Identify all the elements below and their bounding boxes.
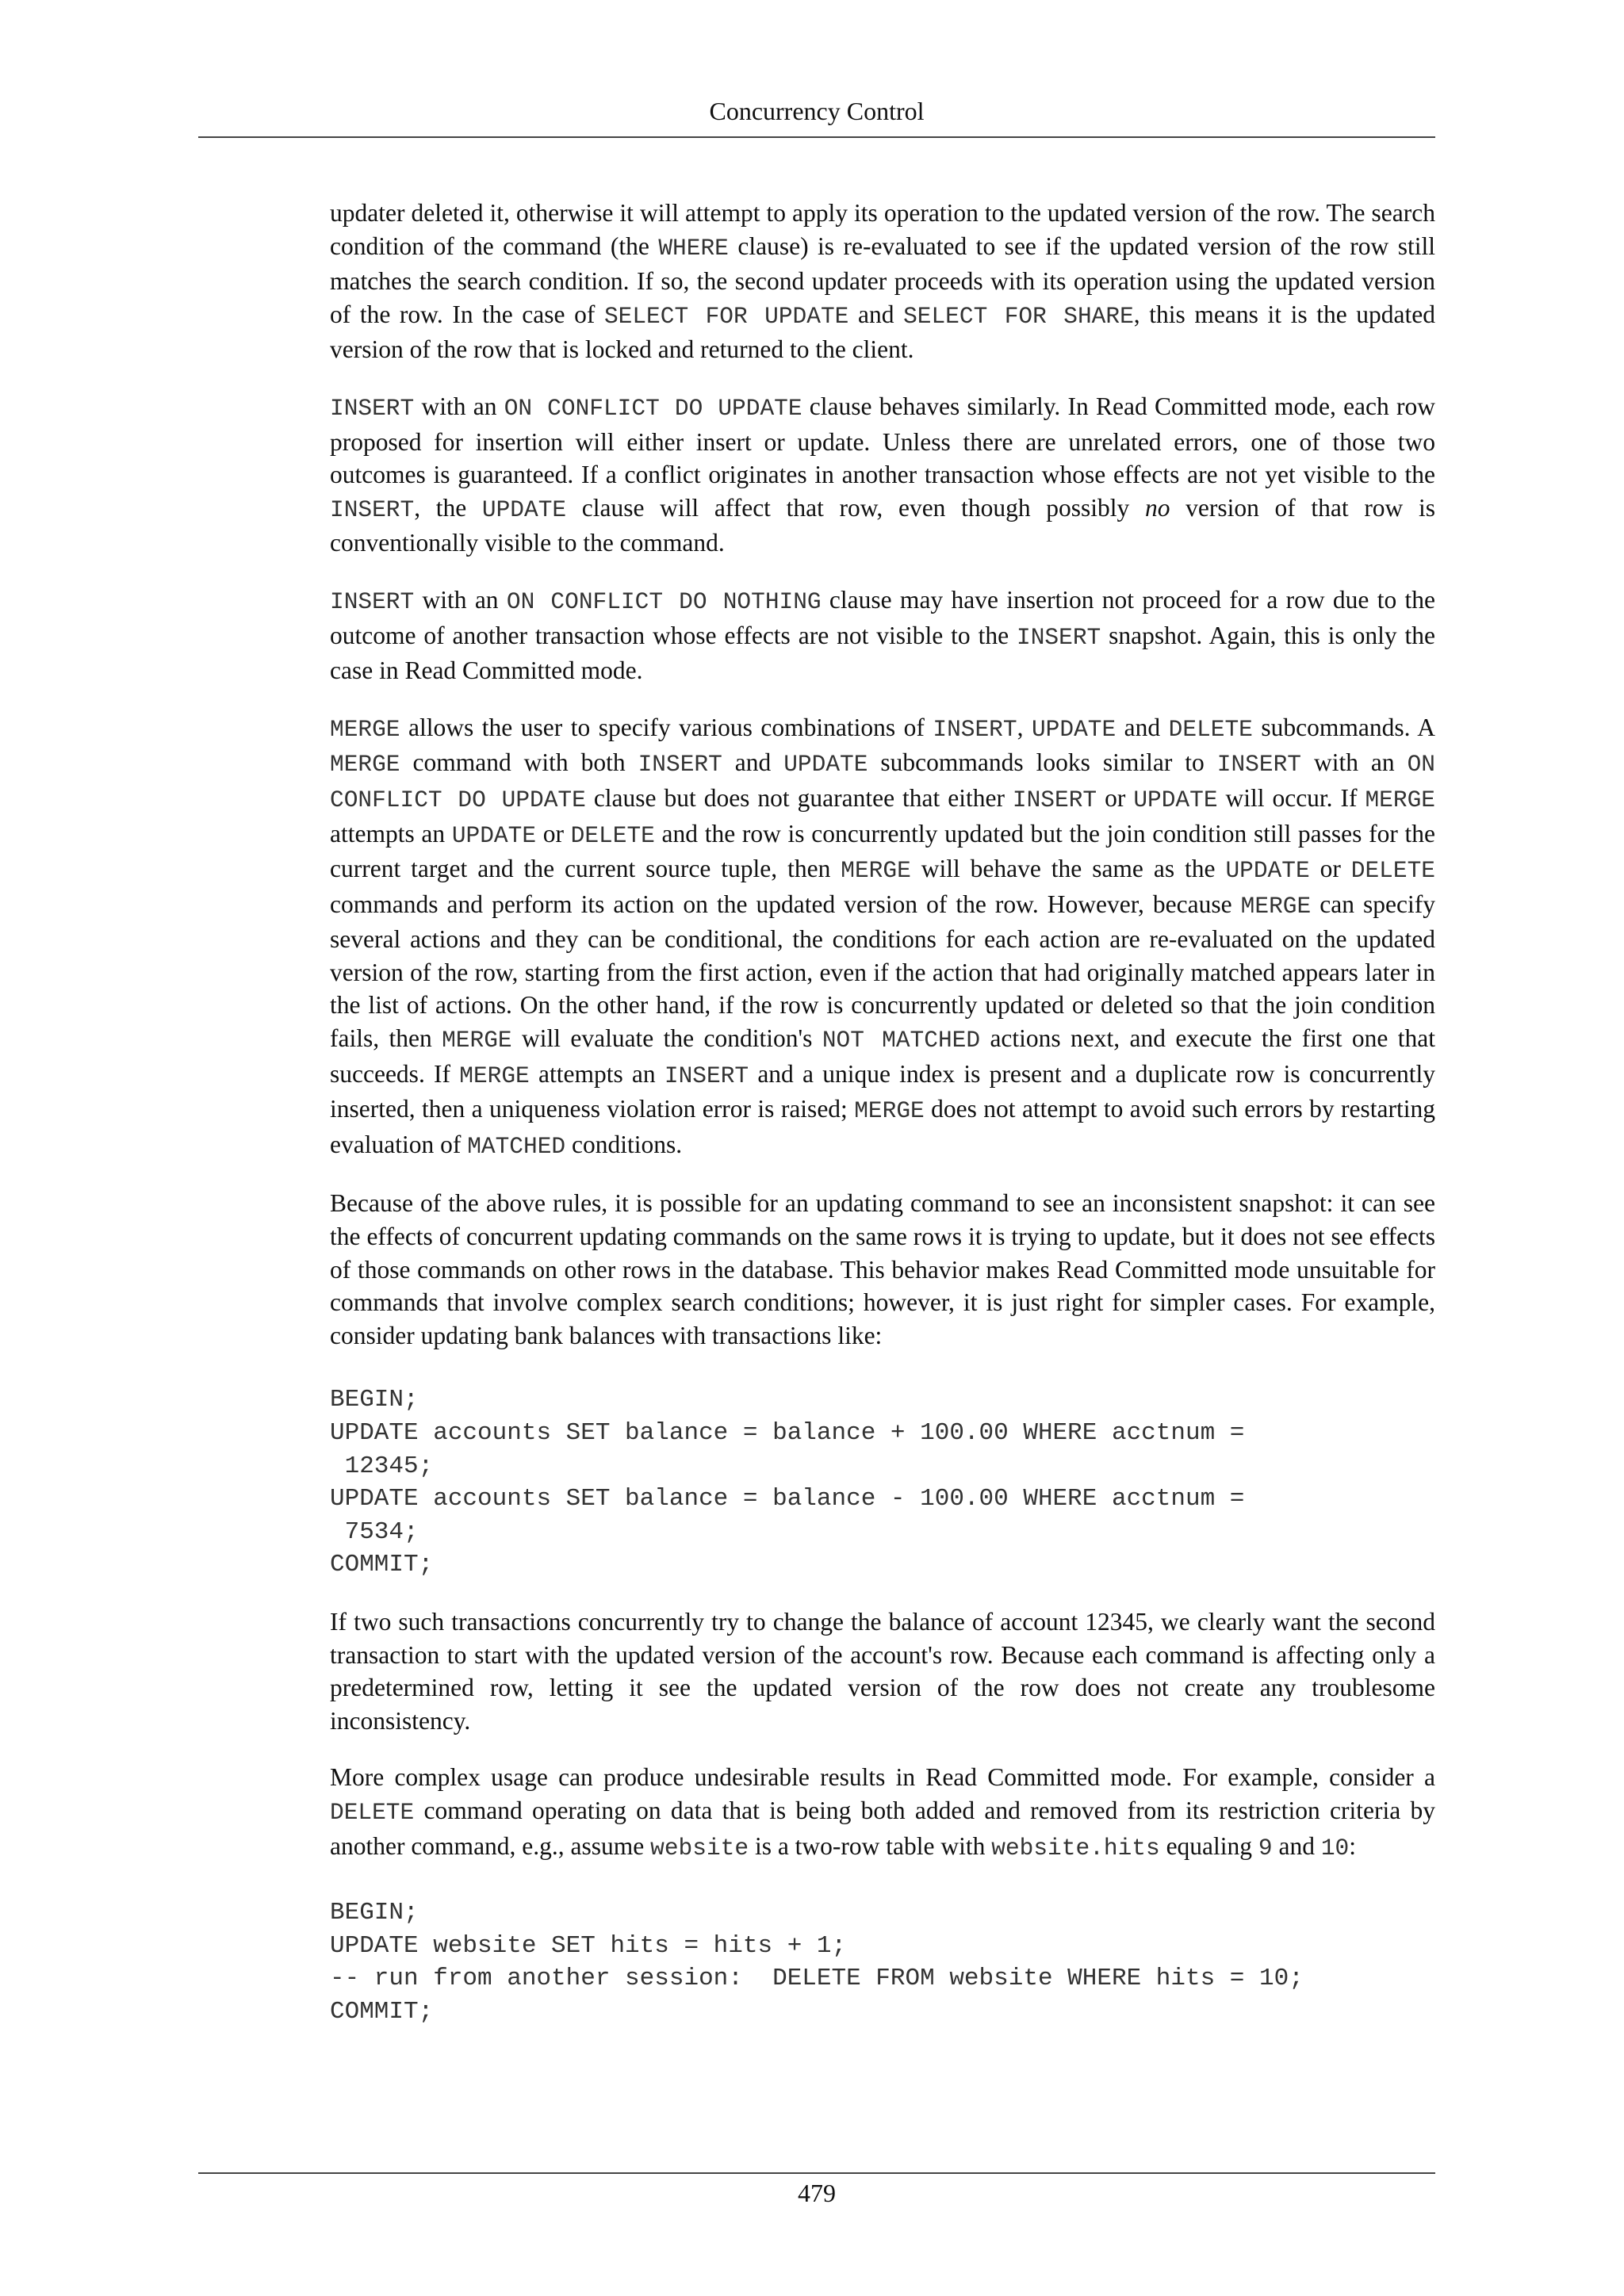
page-number: 479 — [798, 2179, 836, 2207]
text: or — [1097, 783, 1134, 812]
inline-code: MERGE — [330, 751, 400, 779]
inline-code: INSERT — [1216, 751, 1301, 779]
code-line: BEGIN; — [330, 1899, 419, 1927]
paragraph-complex-usage — [330, 1761, 1435, 1865]
text: commands and perform its action on the updated version of the row. However, because — [330, 890, 1241, 918]
inline-code: SELECT FOR SHARE — [903, 302, 1134, 330]
inline-code: UPDATE — [783, 751, 868, 779]
inline-code: MERGE — [841, 857, 911, 885]
text: can specify several actions and they can be conditional, the conditions for each action are re-evaluated on the updated version of the row, starting from the first action, even if the action that had originally matched appears later in the list of actions. On the other hand, if the row is concurrently updated or deleted so that the join condition fails, then — [330, 890, 1435, 1053]
text: with an — [414, 585, 507, 614]
inline-code: UPDATE — [1225, 857, 1310, 885]
inline-code: WHERE — [658, 234, 729, 262]
code-line: COMMIT; — [330, 1551, 434, 1579]
inline-code: 9 — [1258, 1834, 1273, 1862]
paragraph-two-transactions — [330, 1605, 1435, 1737]
text: Because of the above rules, it is possible for an updating command to see an inconsistent snapshot: it can see the effects of concurrent updating commands on the same rows it is trying to update, but it does not see effects of those commands on other rows in the database. This behavior makes Read Committed mode unsuitable for commands that involve complex search conditions; however, it is just right for simpler cases. For example, consider updating bank balances with transactions like: — [330, 1189, 1435, 1349]
inline-code: MERGE — [330, 715, 400, 743]
inline-code: MATCHED — [467, 1132, 566, 1160]
inline-code: ON CONFLICT DO UPDATE — [504, 394, 802, 422]
code-line: COMMIT; — [330, 1997, 434, 2026]
text: is a two-row table with — [749, 1831, 992, 1860]
text: will evaluate the condition's — [511, 1024, 822, 1053]
text: does not attempt to avoid such errors by restarting evaluation of — [330, 1095, 1435, 1158]
emphasis: no — [1144, 493, 1170, 522]
inline-code: DELETE — [1168, 715, 1253, 743]
code-example-website — [330, 1896, 1435, 2028]
text: command operating on data that is being both added and removed from its restriction criteria by another command, e.g., assume — [330, 1796, 1435, 1860]
text: clause but does not guarantee that either — [585, 783, 1013, 812]
inline-code: INSERT — [1017, 623, 1101, 651]
code-line: -- run from another session: DELETE FROM website WHERE hits = 10; — [330, 1965, 1304, 1993]
code-line: UPDATE accounts SET balance = balance + 100.00 WHERE acctnum = — [330, 1419, 1245, 1447]
inline-code: INSERT — [638, 751, 722, 779]
text: or — [536, 819, 571, 848]
inline-code: ON CONFLICT DO NOTHING — [506, 587, 822, 615]
text: , the — [414, 493, 482, 522]
text: or — [1309, 855, 1351, 883]
text: , this means it is the updated version of the row that is locked and returned to the client. — [330, 300, 1436, 364]
text: command with both — [400, 748, 638, 777]
text: version of that row is conventionally visible to the command. — [330, 493, 1435, 557]
text: clause behaves similarly. In Read Committed mode, each row proposed for insertion will either insert or update. Unless there are unrelated errors, one of those two outcomes is guaranteed. If a conflict originates in another transaction whose effects are not yet visible to the — [330, 392, 1435, 489]
inline-code: SELECT FOR UPDATE — [603, 302, 849, 330]
inline-code: DELETE — [570, 821, 655, 849]
text: and the row is concurrently updated but the join condition still passes for the current target and the current source tuple, then — [330, 819, 1435, 883]
text: will occur. If — [1217, 783, 1365, 812]
footer-rule — [198, 2172, 1435, 2174]
text: actions next, and execute the first one that succeeds. If — [330, 1024, 1435, 1088]
paragraph-on-conflict-update — [330, 390, 1435, 560]
header-rule — [198, 136, 1435, 138]
text: subcommands looks similar to — [868, 748, 1217, 777]
text: and — [1272, 1831, 1321, 1860]
text: will behave the same as the — [910, 855, 1226, 883]
inline-code: DELETE — [1350, 857, 1435, 885]
code-line: UPDATE website SET hits = hits + 1; — [330, 1931, 847, 1960]
inline-code: MERGE — [1365, 786, 1435, 813]
text: More complex usage can produce undesirable results in Read Committed mode. For example, consider a — [330, 1763, 1435, 1792]
code-line: BEGIN; — [330, 1386, 419, 1414]
paragraph-inconsistent-snapshot — [330, 1187, 1435, 1352]
paragraph-on-conflict-nothing — [330, 584, 1435, 687]
inline-code: UPDATE — [481, 496, 567, 523]
text: clause will affect that row, even though possibly — [566, 493, 1145, 522]
inline-code: INSERT — [330, 394, 415, 422]
text: If two such transactions concurrently try to change the balance of account 12345, we clearly want the second transaction to start with the updated version of the account's row. Because each command is affecting only a predetermined row, letting it see the updated version of the row does not create any troublesome inconsistency. — [330, 1607, 1435, 1735]
inline-code: DELETE — [330, 1798, 415, 1826]
inline-code: NOT MATCHED — [822, 1027, 981, 1054]
inline-code: MERGE — [442, 1027, 512, 1054]
running-header: Concurrency Control — [709, 97, 925, 125]
inline-code: INSERT — [330, 587, 415, 615]
inline-code: website — [650, 1834, 749, 1862]
text: with an — [414, 392, 504, 420]
inline-code: ON CONFLICT DO UPDATE — [330, 751, 1436, 813]
inline-code: UPDATE — [1133, 786, 1218, 813]
code-line: 7534; — [330, 1517, 419, 1546]
inline-code: MERGE — [854, 1097, 925, 1125]
inline-code: INSERT — [1012, 786, 1097, 813]
text: and — [848, 300, 904, 328]
paragraph-update-reevaluation — [330, 197, 1435, 366]
text: attempts an — [330, 819, 452, 848]
text: allows the user to specify various combinations of — [400, 713, 933, 741]
text: with an — [1300, 748, 1408, 777]
inline-code: 10 — [1320, 1834, 1350, 1862]
inline-code: INSERT — [330, 496, 415, 523]
text: clause may have insertion not proceed for a row due to the outcome of another transaction whose effects are not visible to the — [330, 585, 1436, 649]
text: updater deleted it, otherwise it will attempt to apply its operation to the updated version of the row. The search condition of the command (the — [330, 199, 1435, 260]
code-line: UPDATE accounts SET balance = balance - 100.00 WHERE acctnum = — [330, 1485, 1245, 1513]
paragraph-merge — [330, 711, 1435, 1164]
text: and — [1116, 713, 1169, 741]
inline-code: UPDATE — [451, 821, 537, 849]
inline-code: UPDATE — [1031, 715, 1116, 743]
code-line: 12345; — [330, 1452, 434, 1480]
text: equaling — [1159, 1831, 1258, 1860]
page-body — [330, 197, 1435, 2053]
code-example-accounts — [330, 1383, 1435, 1582]
text: : — [1349, 1831, 1357, 1860]
inline-code: INSERT — [664, 1062, 749, 1089]
text: snapshot. Again, this is only the case in Read Committed mode. — [330, 621, 1435, 685]
text: attempts an — [529, 1059, 665, 1088]
text: , — [1017, 713, 1032, 741]
text: and — [722, 748, 784, 777]
inline-code: INSERT — [933, 715, 1017, 743]
text: conditions. — [565, 1130, 683, 1158]
inline-code: MERGE — [1240, 892, 1312, 920]
inline-code: website.hits — [991, 1834, 1160, 1862]
inline-code: MERGE — [459, 1062, 530, 1089]
text: and a unique index is present and a duplicate row is concurrently inserted, then a uniqueness violation error is raised; — [330, 1059, 1435, 1123]
text: subcommands. A — [1252, 713, 1436, 741]
text: clause) is re-evaluated to see if the updated version of the row still matches the search condition. If so, the second updater proceeds with its operation using the updated version of the row. In the case of — [330, 232, 1435, 328]
